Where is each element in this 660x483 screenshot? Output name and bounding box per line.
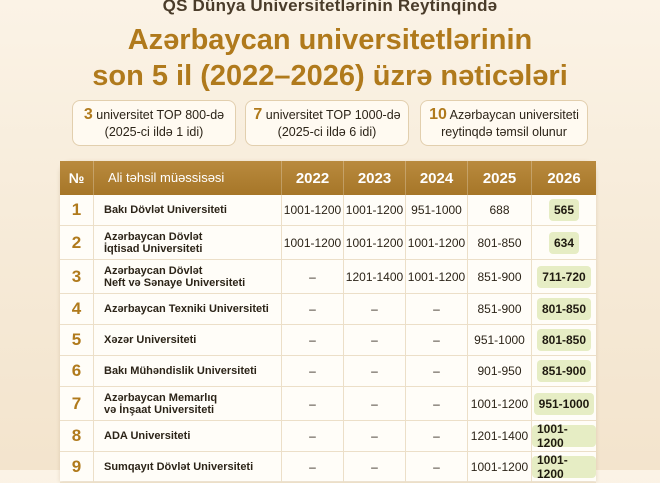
header-number: № bbox=[60, 161, 94, 195]
row-number: 4 bbox=[60, 294, 94, 324]
institution-name bbox=[94, 421, 282, 451]
row-number: 3 bbox=[60, 260, 94, 293]
institution-name-line-1: Azərbaycan Dövlət bbox=[104, 230, 203, 243]
rank-2023: – bbox=[344, 421, 406, 451]
stat-box-top1000 bbox=[245, 100, 409, 146]
header-institution: Ali təhsil müəssisəsi bbox=[94, 161, 282, 195]
institution-name-line-1: Azərbaycan Dövlət bbox=[104, 264, 203, 277]
rank-2026: 801-850 bbox=[537, 298, 591, 320]
rank-2022: – bbox=[282, 294, 344, 324]
institution-name bbox=[94, 325, 282, 355]
rankings-table bbox=[60, 161, 596, 481]
rank-2022: – bbox=[282, 356, 344, 386]
rank-2023: – bbox=[344, 294, 406, 324]
row-number: 7 bbox=[60, 387, 94, 420]
stat-number: 7 bbox=[253, 106, 263, 123]
rank-2022: – bbox=[282, 452, 344, 482]
pre-title: QS Dünya Universitetlərinin Reytinqində bbox=[162, 0, 498, 15]
rank-2024: 951-1000 bbox=[406, 195, 468, 225]
rank-2026-cell bbox=[532, 294, 596, 324]
table-header bbox=[60, 161, 596, 195]
rank-2022: – bbox=[282, 387, 344, 420]
rank-2024: – bbox=[406, 325, 468, 355]
rank-2026-cell bbox=[532, 356, 596, 386]
rank-2026-cell bbox=[532, 195, 596, 225]
row-number: 2 bbox=[60, 226, 94, 259]
stat-line-1: universitet TOP 800-də bbox=[92, 108, 225, 122]
rank-2026-cell bbox=[532, 387, 596, 420]
rank-2022: – bbox=[282, 325, 344, 355]
page-title bbox=[0, 22, 660, 94]
rank-2026-cell bbox=[532, 325, 596, 355]
rank-2026: 711-720 bbox=[537, 266, 590, 288]
institution-name bbox=[94, 387, 282, 420]
stat-line-2: (2025-ci ildə 1 idi) bbox=[104, 125, 204, 139]
rank-2023: – bbox=[344, 387, 406, 420]
stat-box-top800 bbox=[72, 100, 236, 146]
header-2023: 2023 bbox=[344, 161, 406, 195]
rank-2023: – bbox=[344, 325, 406, 355]
rank-2022: 1001-1200 bbox=[282, 226, 344, 259]
rank-2025: 851-900 bbox=[468, 294, 532, 324]
rank-2024: – bbox=[406, 421, 468, 451]
rank-2024: – bbox=[406, 452, 468, 482]
rank-2023: 1001-1200 bbox=[344, 226, 406, 259]
institution-name bbox=[94, 195, 282, 225]
rank-2026: 951-1000 bbox=[534, 393, 595, 415]
row-number: 6 bbox=[60, 356, 94, 386]
institution-name bbox=[94, 226, 282, 259]
header-2022: 2022 bbox=[282, 161, 344, 195]
title-line-1: Azərbaycan universitetlərinin bbox=[127, 24, 533, 56]
institution-name-line-2: Neft və Sənaye Universiteti bbox=[104, 276, 246, 289]
institution-name-line-1: Sumqayıt Dövlət Universiteti bbox=[104, 461, 254, 473]
table-row bbox=[60, 226, 596, 260]
stat-number: 3 bbox=[83, 106, 93, 123]
table-row bbox=[60, 325, 596, 356]
rank-2025: 688 bbox=[468, 195, 532, 225]
rank-2026: 1001-1200 bbox=[532, 456, 596, 478]
rank-2025: 1001-1200 bbox=[468, 452, 532, 482]
row-number: 8 bbox=[60, 421, 94, 451]
table-row bbox=[60, 421, 596, 452]
rank-2026-cell bbox=[532, 421, 596, 451]
rank-2024: – bbox=[406, 356, 468, 386]
rank-2026: 1001-1200 bbox=[532, 425, 596, 447]
row-number: 5 bbox=[60, 325, 94, 355]
stat-line-1: Azərbaycan universiteti bbox=[446, 108, 579, 122]
rank-2024: – bbox=[406, 294, 468, 324]
rank-2025: 1201-1400 bbox=[468, 421, 532, 451]
rank-2023: – bbox=[344, 452, 406, 482]
row-number: 9 bbox=[60, 452, 94, 482]
institution-name-line-1: Bakı Mühəndislik Universiteti bbox=[104, 365, 257, 377]
institution-name bbox=[94, 356, 282, 386]
institution-name-line-1: Bakı Dövlət Universiteti bbox=[104, 204, 227, 216]
stat-number: 10 bbox=[429, 106, 447, 123]
rank-2022: – bbox=[282, 421, 344, 451]
rank-2026: 634 bbox=[549, 232, 579, 254]
rank-2026-cell bbox=[532, 260, 596, 293]
table-row bbox=[60, 294, 596, 325]
institution-name-line-1: Azərbaycan Texniki Universiteti bbox=[104, 303, 269, 315]
rank-2026: 801-850 bbox=[537, 329, 591, 351]
rank-2024: 1001-1200 bbox=[406, 226, 468, 259]
rank-2023: 1001-1200 bbox=[344, 195, 406, 225]
rank-2025: 851-900 bbox=[468, 260, 532, 293]
rank-2025: 951-1000 bbox=[468, 325, 532, 355]
row-number: 1 bbox=[60, 195, 94, 225]
rank-2025: 901-950 bbox=[468, 356, 532, 386]
institution-name bbox=[94, 260, 282, 293]
header-2025: 2025 bbox=[468, 161, 532, 195]
rank-2023: – bbox=[344, 356, 406, 386]
stat-line-1: universitet TOP 1000-də bbox=[262, 108, 401, 122]
rank-2024: 1001-1200 bbox=[406, 260, 468, 293]
rank-2026: 851-900 bbox=[537, 360, 591, 382]
table-row bbox=[60, 452, 596, 483]
institution-name-line-2: və İnşaat Universiteti bbox=[104, 403, 215, 416]
institution-name bbox=[94, 294, 282, 324]
rank-2025: 801-850 bbox=[468, 226, 532, 259]
institution-name-line-1: ADA Universiteti bbox=[104, 430, 191, 442]
table-row bbox=[60, 356, 596, 387]
table-row bbox=[60, 260, 596, 294]
institution-name-line-1: Azərbaycan Memarlıq bbox=[104, 391, 218, 404]
table-body bbox=[60, 195, 596, 483]
header-2024: 2024 bbox=[406, 161, 468, 195]
institution-name-line-2: İqtisad Universiteti bbox=[104, 242, 203, 255]
stat-line-2: (2025-ci ildə 6 idi) bbox=[277, 125, 377, 139]
institution-name-line-1: Xəzər Universiteti bbox=[104, 334, 197, 346]
rank-2025: 1001-1200 bbox=[468, 387, 532, 420]
rank-2026-cell bbox=[532, 226, 596, 259]
rank-2022: 1001-1200 bbox=[282, 195, 344, 225]
rank-2026: 565 bbox=[549, 199, 579, 221]
rank-2023: 1201-1400 bbox=[344, 260, 406, 293]
rank-2026-cell bbox=[532, 452, 596, 482]
table-row bbox=[60, 387, 596, 421]
table-row bbox=[60, 195, 596, 226]
institution-name bbox=[94, 452, 282, 482]
title-line-2: son 5 il (2022–2026) üzrə nəticələri bbox=[92, 60, 568, 92]
stat-line-2: reytinqdə təmsil olunur bbox=[441, 125, 567, 139]
stat-box-represented bbox=[420, 100, 588, 146]
header-2026: 2026 bbox=[547, 169, 581, 187]
rank-2022: – bbox=[282, 260, 344, 293]
rank-2024: – bbox=[406, 387, 468, 420]
